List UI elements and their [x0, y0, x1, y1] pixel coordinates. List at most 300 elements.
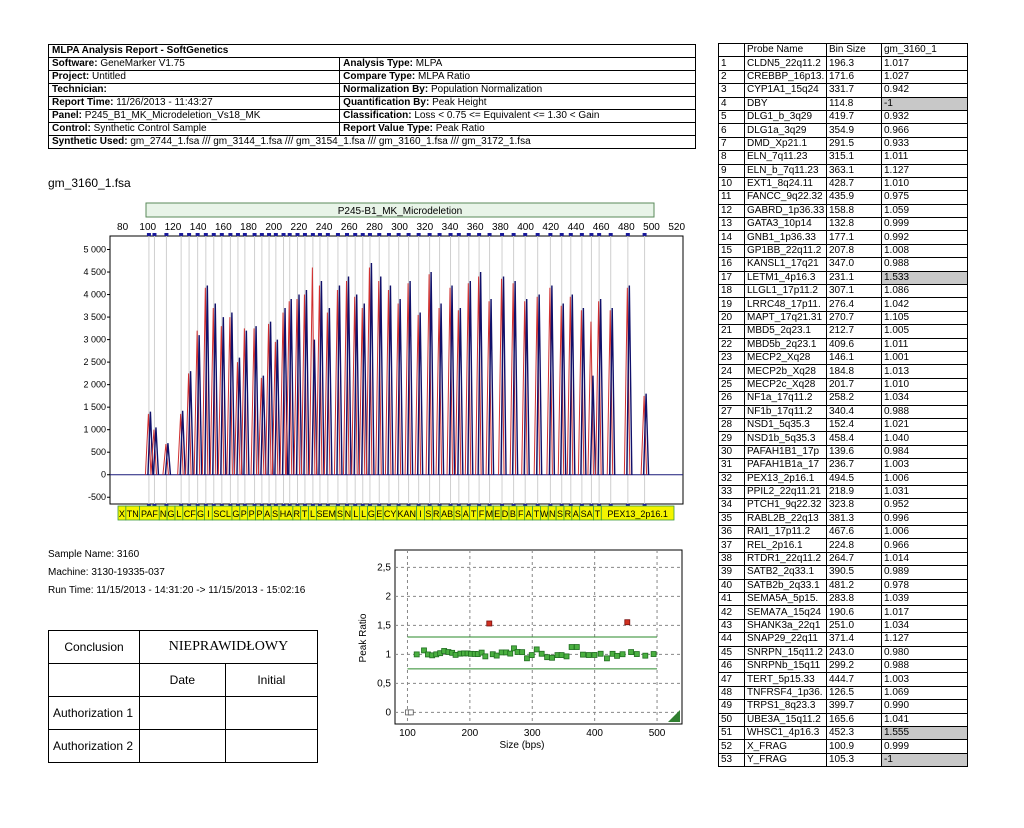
probe-index: 17	[719, 271, 745, 284]
probe-index: 52	[719, 740, 745, 753]
probe-bin-size: 114.8	[827, 97, 882, 110]
table-row[interactable]	[719, 659, 968, 672]
probe-label-text: N	[548, 509, 556, 519]
table-row[interactable]	[719, 97, 968, 110]
probe-index: 36	[719, 526, 745, 539]
probe-ratio: 1.014	[882, 552, 968, 565]
probe-ratio: 0.975	[882, 191, 968, 204]
probe-name: TRPS1_8q23.3	[745, 700, 827, 713]
probe-name: NF1b_17q11.2	[745, 405, 827, 418]
x-tick-label: 380	[492, 222, 509, 233]
probe-ratio: 1.011	[882, 151, 968, 164]
x-tick-label: 240	[315, 222, 333, 233]
probe-bin-size: 399.7	[827, 700, 882, 713]
probe-label-text: W	[540, 509, 549, 519]
probe-label-text: S	[454, 509, 461, 519]
y-tick-label: 2 000	[83, 379, 106, 390]
probe-name: SNAP29_22q11	[745, 633, 827, 646]
probe-name: CLDN5_22q11.2	[745, 57, 827, 70]
ratio-x-tick: 400	[586, 728, 603, 739]
probe-index: 28	[719, 418, 745, 431]
table-row[interactable]	[719, 526, 968, 539]
probe-marker-top	[253, 233, 257, 236]
x-tick-label: 320	[416, 222, 434, 233]
analysis-type-cell: Analysis Type: MLPA	[340, 58, 696, 71]
probe-marker-top	[212, 233, 216, 236]
probe-label-text: X	[118, 509, 125, 519]
probe-label-text: P	[248, 509, 255, 519]
probe-name: NF1a_17q11.2	[745, 392, 827, 405]
table-row[interactable]	[719, 753, 968, 766]
probe-marker-top	[488, 233, 492, 236]
probe-name: PTCH1_9q22.32	[745, 499, 827, 512]
probe-bin-size: 177.1	[827, 231, 882, 244]
probe-label-text: L	[353, 509, 359, 519]
table-row[interactable]	[719, 593, 968, 606]
x-tick-label: 80	[117, 222, 129, 233]
probe-bin-size: 158.8	[827, 204, 882, 217]
authorization-1-initial[interactable]	[225, 697, 317, 730]
probe-name: ELN_b_7q11.23	[745, 164, 827, 177]
probe-label-text: SCL	[213, 509, 231, 519]
equivalent-point	[598, 651, 603, 656]
probe-name: TERT_5p15.33	[745, 673, 827, 686]
probe-bin-size: 218.9	[827, 485, 882, 498]
probe-label-text: AB	[441, 509, 454, 519]
report-time-cell: Report Time: 11/26/2013 - 11:43:27	[49, 97, 340, 110]
probe-label-text: A	[264, 509, 271, 519]
classification-cell: Classification: Loss < 0.75 <= Equivalent <= 1.30 < Gain	[340, 110, 696, 123]
x-tick-label: 500	[643, 222, 660, 233]
table-row[interactable]	[719, 285, 968, 298]
probe-marker-top	[179, 233, 183, 236]
y-tick-label: 2 500	[83, 357, 106, 368]
probe-index: 39	[719, 566, 745, 579]
authorization-1-date[interactable]	[140, 697, 226, 730]
probe-marker-top	[643, 233, 647, 236]
table-row[interactable]	[719, 673, 968, 686]
probe-label-text: G	[167, 509, 175, 519]
probe-ratio: 0.988	[882, 405, 968, 418]
ratio-y-tick: 1,5	[377, 620, 391, 632]
probe-label-text: PAF	[141, 509, 158, 519]
probe-marker-top	[609, 233, 613, 236]
ratio-x-tick: 200	[461, 728, 479, 739]
probe-marker-top	[336, 233, 340, 236]
table-row[interactable]	[719, 191, 968, 204]
probe-ratio: 1.086	[882, 285, 968, 298]
probe-marker-top	[569, 233, 573, 236]
probe-ratio: 1.010	[882, 177, 968, 190]
probe-marker-top	[512, 233, 516, 236]
panel-label: P245-B1_MK_Microdeletion	[337, 206, 463, 217]
probe-bin-size: 190.6	[827, 606, 882, 619]
date-header: Date	[140, 664, 226, 697]
table-row[interactable]	[719, 231, 968, 244]
table-row[interactable]	[719, 164, 968, 177]
probe-marker-top	[187, 233, 191, 236]
equivalent-point	[615, 653, 620, 658]
probe-marker-top	[467, 233, 471, 236]
probe-ratio: -1	[882, 753, 968, 766]
probe-ratio: 1.034	[882, 619, 968, 632]
probe-header-cell: Probe Name	[745, 44, 827, 57]
probe-marker-top	[296, 233, 300, 236]
probe-ratio: 0.932	[882, 110, 968, 123]
probe-ratio: 1.555	[882, 726, 968, 739]
probe-label-text: R	[293, 509, 301, 519]
null-point	[408, 710, 413, 715]
probe-label-text: G	[232, 509, 240, 519]
probe-bin-size: 299.2	[827, 659, 882, 672]
probe-index: 40	[719, 579, 745, 592]
probe-marker-top	[589, 233, 593, 236]
run-time: Run Time: 11/15/2013 - 14:31:20 -> 11/15/2013 - 15:02:16	[48, 585, 306, 596]
probe-bin-size: 458.4	[827, 432, 882, 445]
probe-name: GNB1_1p36.33	[745, 231, 827, 244]
table-row[interactable]	[719, 646, 968, 659]
probe-label-strip	[118, 506, 674, 520]
probe-index: 4	[719, 97, 745, 110]
probe-bin-size: 435.9	[827, 191, 882, 204]
table-row[interactable]	[719, 499, 968, 512]
probe-ratio: 1.011	[882, 338, 968, 351]
probe-name: PPIL2_22q11.21	[745, 485, 827, 498]
probe-index: 8	[719, 151, 745, 164]
table-row[interactable]	[719, 619, 968, 632]
probe-bin-size: 283.8	[827, 593, 882, 606]
table-row[interactable]	[719, 244, 968, 257]
probe-name: MECP2_Xq28	[745, 351, 827, 364]
probe-name: PEX13_2p16.1	[745, 472, 827, 485]
sample-info	[48, 546, 305, 600]
probe-index: 35	[719, 512, 745, 525]
probe-label-text: G	[197, 509, 205, 519]
probe-name: RABL2B_22q13	[745, 512, 827, 525]
probe-ratio: 1.127	[882, 164, 968, 177]
table-row[interactable]	[719, 686, 968, 699]
probe-name: MAPT_17q21.31	[745, 311, 827, 324]
probe-marker-top	[361, 233, 365, 236]
y-tick-label: 1 000	[83, 424, 106, 435]
table-row[interactable]	[719, 445, 968, 458]
table-row[interactable]	[719, 298, 968, 311]
probe-label-text: F	[478, 509, 485, 519]
x-tick-label: 140	[189, 222, 207, 233]
probe-name: MECP2b_Xq28	[745, 365, 827, 378]
probe-bin-size: 331.7	[827, 84, 882, 97]
authorization-2-initial[interactable]	[225, 730, 317, 763]
table-row[interactable]	[719, 311, 968, 324]
table-row[interactable]	[719, 485, 968, 498]
probe-marker-top	[449, 233, 453, 236]
probe-name: RTDR1_22q11.2	[745, 552, 827, 565]
probe-label-text: I	[419, 509, 422, 519]
probe-ratio: 1.017	[882, 57, 968, 70]
probe-table-header	[719, 44, 968, 57]
probe-bin-size: 467.6	[827, 526, 882, 539]
probe-label-text: PEX13_2p16.1	[607, 509, 668, 519]
x-tick-label: 280	[366, 222, 383, 233]
equivalent-point	[494, 653, 499, 658]
ratio-y-tick: 0	[385, 707, 391, 719]
probe-label-text: R	[564, 509, 572, 519]
probe-name: LLGL1_17p11.2	[745, 285, 827, 298]
authorization-1-label: Authorization 1	[49, 697, 140, 730]
table-row[interactable]	[719, 70, 968, 83]
probe-ratio: 0.978	[882, 579, 968, 592]
x-tick-label: 180	[240, 222, 257, 233]
x-tick-label: 480	[617, 222, 635, 233]
y-tick-label: 4 500	[83, 267, 106, 278]
table-row[interactable]	[719, 258, 968, 271]
probe-name: WHSC1_4p16.3	[745, 726, 827, 739]
probe-name: SNRPNb_15q11	[745, 659, 827, 672]
probe-marker-top	[407, 233, 411, 236]
authorization-2-date[interactable]	[140, 730, 226, 763]
file-name: gm_3160_1.fsa	[48, 176, 131, 190]
probe-ratio: 1.008	[882, 244, 968, 257]
probe-name: PAFAH1B1a_17	[745, 459, 827, 472]
probe-bin-size: 152.4	[827, 418, 882, 431]
probe-header-cell: gm_3160_1	[882, 44, 968, 57]
probe-label-text: M	[485, 509, 494, 519]
ratio-y-tick: 2	[385, 591, 391, 603]
probe-bin-size: 264.7	[827, 552, 882, 565]
ratio-y-tick: 1	[385, 649, 391, 661]
probe-ratio: 1.533	[882, 271, 968, 284]
probe-ratio: 1.041	[882, 713, 968, 726]
y-tick-label: 5 000	[83, 244, 106, 255]
table-row[interactable]	[719, 124, 968, 137]
probe-index: 50	[719, 713, 745, 726]
table-row[interactable]	[719, 338, 968, 351]
equivalent-point	[520, 650, 525, 655]
probe-ratio: 1.039	[882, 593, 968, 606]
probe-bin-size: 291.5	[827, 137, 882, 150]
probe-marker-top	[368, 233, 372, 236]
authorization-2-label: Authorization 2	[49, 730, 140, 763]
compare-type-cell: Compare Type: MLPA Ratio	[340, 71, 696, 84]
table-row[interactable]	[719, 472, 968, 485]
probe-bin-size: 132.8	[827, 218, 882, 231]
table-row[interactable]	[719, 713, 968, 726]
table-row[interactable]	[719, 633, 968, 646]
probe-ratio: 1.006	[882, 526, 968, 539]
probe-header-cell: Bin Size	[827, 44, 882, 57]
conclusion-value[interactable]: NIEPRAWIDŁOWY	[140, 631, 318, 664]
table-row[interactable]	[719, 137, 968, 150]
probe-bin-size: 307.1	[827, 285, 882, 298]
probe-name: TNFRSF4_1p36.	[745, 686, 827, 699]
probe-index: 7	[719, 137, 745, 150]
table-row[interactable]	[719, 432, 968, 445]
sample-name: Sample Name: 3160	[48, 549, 140, 560]
table-row[interactable]	[719, 351, 968, 364]
table-row[interactable]	[719, 512, 968, 525]
electropherogram[interactable]	[48, 198, 688, 523]
table-row[interactable]	[719, 365, 968, 378]
probe-label-text: CY	[383, 509, 397, 519]
probe-ratio: 1.005	[882, 325, 968, 338]
table-row[interactable]	[719, 204, 968, 217]
probe-index: 18	[719, 285, 745, 298]
probe-label-text: D	[501, 509, 509, 519]
table-row[interactable]	[719, 177, 968, 190]
table-row[interactable]	[719, 84, 968, 97]
probe-bin-size: 196.3	[827, 57, 882, 70]
probe-bin-size: 258.2	[827, 392, 882, 405]
probe-name: DMD_Xp21.1	[745, 137, 827, 150]
probe-marker-top	[288, 233, 292, 236]
probe-name: SATB2_2q33.1	[745, 566, 827, 579]
probe-index: 41	[719, 593, 745, 606]
probe-bin-size: 452.3	[827, 726, 882, 739]
table-row[interactable]	[719, 579, 968, 592]
table-row[interactable]	[719, 606, 968, 619]
project-cell: Project: Untitled	[49, 71, 340, 84]
probe-index: 45	[719, 646, 745, 659]
table-row[interactable]	[719, 740, 968, 753]
probe-name: REL_2p16.1	[745, 539, 827, 552]
probe-bin-size: 428.7	[827, 177, 882, 190]
probe-marker-top	[318, 233, 322, 236]
probe-bin-size: 243.0	[827, 646, 882, 659]
probe-label-text: B	[509, 509, 516, 519]
probe-name: PAFAH1B1_17p	[745, 445, 827, 458]
probe-ratio: 1.001	[882, 351, 968, 364]
table-row[interactable]	[719, 566, 968, 579]
probe-index: 21	[719, 325, 745, 338]
probe-index: 34	[719, 499, 745, 512]
synthetic-used-cell: Synthetic Used: gm_2744_1.fsa /// gm_3144_1.fsa /// gm_3154_1.fsa /// gm_3160_1.fsa /// gm_3172_1.fsa	[49, 136, 696, 149]
probe-label-text: F	[518, 509, 524, 519]
table-row[interactable]	[719, 405, 968, 418]
table-row[interactable]	[719, 218, 968, 231]
equivalent-point	[524, 656, 529, 661]
probe-label-text: A	[525, 509, 532, 519]
table-row[interactable]	[719, 271, 968, 284]
machine: Machine: 3130-19335-037	[48, 567, 165, 578]
probe-name: MBD5_2q23.1	[745, 325, 827, 338]
probe-name: DBY	[745, 97, 827, 110]
probe-index: 12	[719, 204, 745, 217]
probe-index: 27	[719, 405, 745, 418]
ratio-y-tick: 2,5	[377, 562, 391, 574]
probe-label-text: P	[240, 509, 247, 519]
probe-index: 6	[719, 124, 745, 137]
probe-ratio: 1.010	[882, 378, 968, 391]
probe-ratio: 0.966	[882, 124, 968, 137]
table-row[interactable]	[719, 700, 968, 713]
probe-ratio: 1.040	[882, 432, 968, 445]
probe-header-cell	[719, 44, 745, 57]
probe-bin-size: 105.3	[827, 753, 882, 766]
probe-marker-top	[311, 233, 315, 236]
table-row[interactable]	[719, 378, 968, 391]
table-row[interactable]	[719, 57, 968, 70]
table-row[interactable]	[719, 726, 968, 739]
report-value-cell: Report Value Type: Peak Ratio	[340, 123, 696, 136]
table-row[interactable]	[719, 539, 968, 552]
probe-ratio: 0.980	[882, 646, 968, 659]
table-row[interactable]	[719, 110, 968, 123]
probe-marker-top	[548, 233, 552, 236]
conclusion-table	[48, 630, 318, 763]
y-tick-label: 3 000	[83, 334, 106, 345]
probe-ratio: 0.999	[882, 740, 968, 753]
table-row[interactable]	[719, 418, 968, 431]
control-cell: Control: Synthetic Control Sample	[49, 123, 340, 136]
table-row[interactable]	[719, 459, 968, 472]
probe-ratio: 0.933	[882, 137, 968, 150]
probe-bin-size: 126.5	[827, 686, 882, 699]
technician-cell: Technician:	[49, 84, 340, 97]
probe-label-text: A	[462, 509, 469, 519]
probe-index: 14	[719, 231, 745, 244]
probe-name: SHANK3a_22q1	[745, 619, 827, 632]
probe-index: 42	[719, 606, 745, 619]
equivalent-point	[483, 654, 488, 659]
ratio-chart[interactable]	[352, 540, 692, 760]
probe-ratio: -1	[882, 97, 968, 110]
probe-label-text: T	[533, 509, 540, 519]
probe-index: 24	[719, 365, 745, 378]
probe-bin-size: 381.3	[827, 512, 882, 525]
probe-label-text: T	[301, 509, 308, 519]
probe-index: 44	[719, 633, 745, 646]
probe-name: DLG1_b_3q29	[745, 110, 827, 123]
probe-index: 2	[719, 70, 745, 83]
probe-label-text: L	[309, 509, 316, 519]
probe-marker-top	[282, 233, 286, 236]
x-tick-label: 100	[139, 222, 157, 233]
probe-label-text: G	[367, 509, 375, 519]
table-row[interactable]	[719, 392, 968, 405]
equivalent-point	[564, 654, 569, 659]
probe-index: 32	[719, 472, 745, 485]
probe-ratio: 0.996	[882, 512, 968, 525]
table-row[interactable]	[719, 325, 968, 338]
probe-bin-size: 171.6	[827, 70, 882, 83]
probe-bin-size: 212.7	[827, 325, 882, 338]
probe-index: 13	[719, 218, 745, 231]
conclusion-label: Conclusion	[49, 631, 140, 664]
y-tick-label: 0	[100, 469, 106, 480]
probe-bin-size: 146.1	[827, 351, 882, 364]
equivalent-point	[545, 655, 550, 660]
probe-index: 38	[719, 552, 745, 565]
probe-ratio: 1.027	[882, 70, 968, 83]
probe-ratio: 0.989	[882, 566, 968, 579]
probe-ratio: 1.006	[882, 472, 968, 485]
ratio-ylabel: Peak Ratio	[358, 613, 369, 663]
x-axis-ticks	[117, 222, 685, 233]
table-row[interactable]	[719, 151, 968, 164]
equivalent-point	[604, 656, 609, 661]
probe-bin-size: 340.4	[827, 405, 882, 418]
x-tick-label: 440	[567, 222, 585, 233]
probe-marker-top	[164, 233, 168, 236]
table-row[interactable]	[719, 552, 968, 565]
probe-bin-size: 409.6	[827, 338, 882, 351]
probe-name: LRRC48_17p11.	[745, 298, 827, 311]
ratio-x-tick: 100	[399, 728, 416, 739]
probe-marker-top	[147, 233, 151, 236]
probe-label-text: SA	[580, 509, 593, 519]
x-tick-label: 120	[164, 222, 182, 233]
probe-name: X_FRAG	[745, 740, 827, 753]
